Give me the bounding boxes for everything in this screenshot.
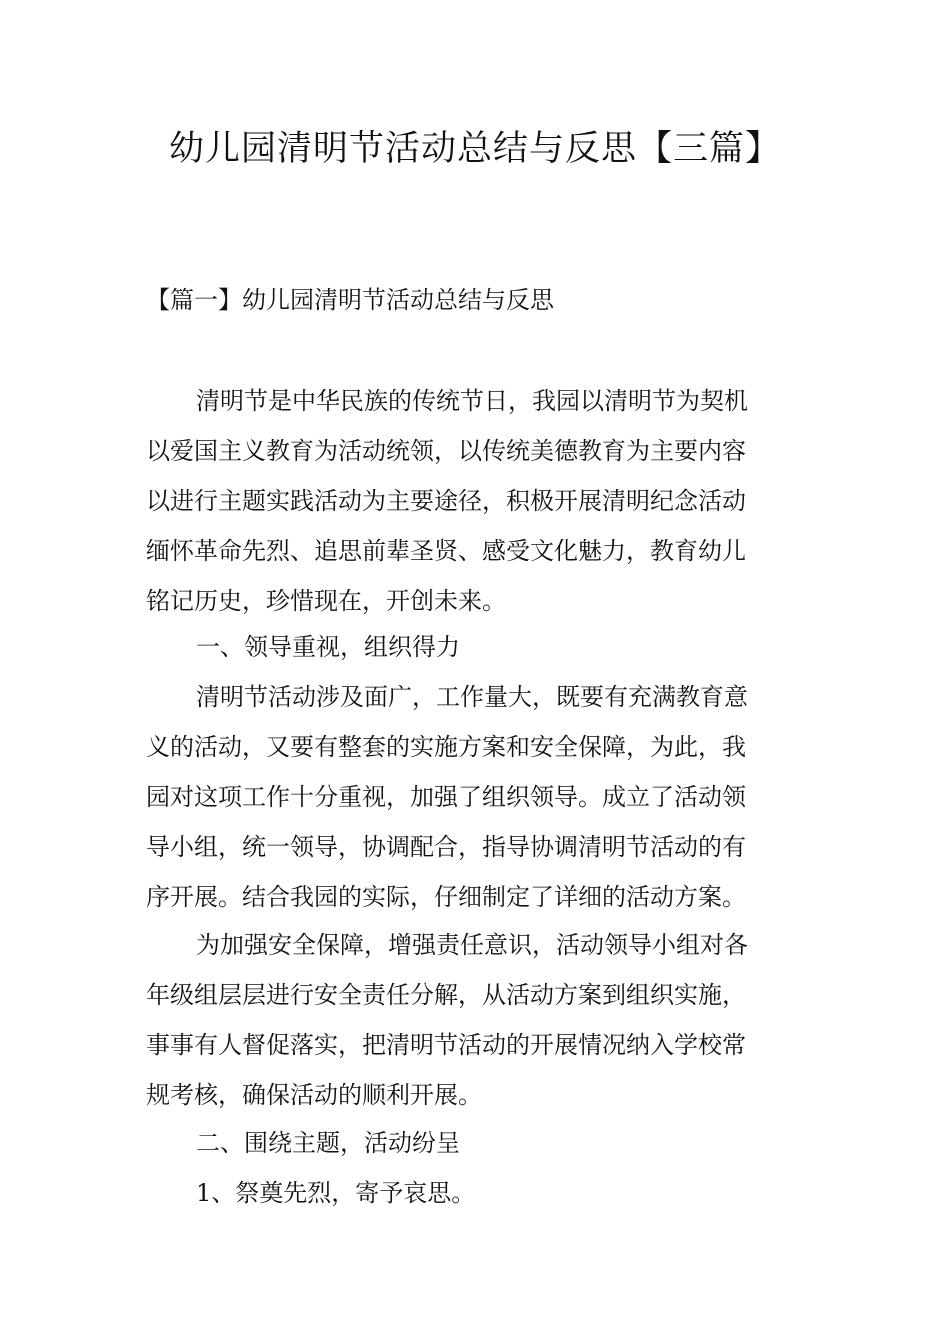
paragraph-line: 以进行主题实践活动为主要途径，积极开展清明纪念活动	[146, 487, 746, 515]
subheading-line: 二、围绕主题，活动纷呈	[196, 1129, 460, 1157]
paragraph-line: 缅怀革命先烈、追思前辈圣贤、感受文化魅力，教育幼儿	[146, 537, 746, 565]
paragraph-line: 规考核，确保活动的顺利开展。	[146, 1081, 482, 1109]
list-item-memorial	[146, 1168, 806, 1218]
paragraph-line: 园对这项工作十分重视，加强了组织领导。成立了活动领	[146, 783, 746, 811]
paragraph-line: 导小组，统一领导，协调配合，指导协调清明节活动的有	[146, 833, 746, 861]
paragraph-line: 为加强安全保障，增强责任意识，活动领导小组对各	[196, 931, 748, 959]
paragraph-intro	[146, 376, 806, 626]
section-heading: 【篇一】幼儿园清明节活动总结与反思	[146, 286, 554, 314]
paragraph-line: 年级组层层进行安全责任分解，从活动方案到组织实施，	[146, 981, 746, 1009]
paragraph-line: 以爱国主义教育为活动统领，以传统美德教育为主要内容	[146, 437, 746, 465]
list-item-line: 1、祭奠先烈，寄予哀思。	[196, 1179, 476, 1207]
paragraph-safety	[146, 920, 806, 1120]
subheading-leadership	[146, 622, 806, 672]
paragraph-line: 序开展。结合我园的实际，仔细制定了详细的活动方案。	[146, 883, 746, 911]
paragraph-line: 清明节是中华民族的传统节日，我园以清明节为契机	[196, 387, 748, 415]
paragraph-line: 义的活动，又要有整套的实施方案和安全保障，为此，我	[146, 733, 746, 761]
paragraph-line: 事事有人督促落实，把清明节活动的开展情况纳入学校常	[146, 1031, 746, 1059]
subheading-theme	[146, 1118, 806, 1168]
paragraph-line: 清明节活动涉及面广，工作量大，既要有充满教育意	[196, 683, 748, 711]
paragraph-line: 铭记历史，珍惜现在，开创未来。	[146, 587, 506, 615]
paragraph-organization	[146, 672, 806, 922]
document-title: 幼儿园清明节活动总结与反思【三篇】	[168, 129, 781, 169]
subheading-line: 一、领导重视，组织得力	[196, 633, 460, 661]
